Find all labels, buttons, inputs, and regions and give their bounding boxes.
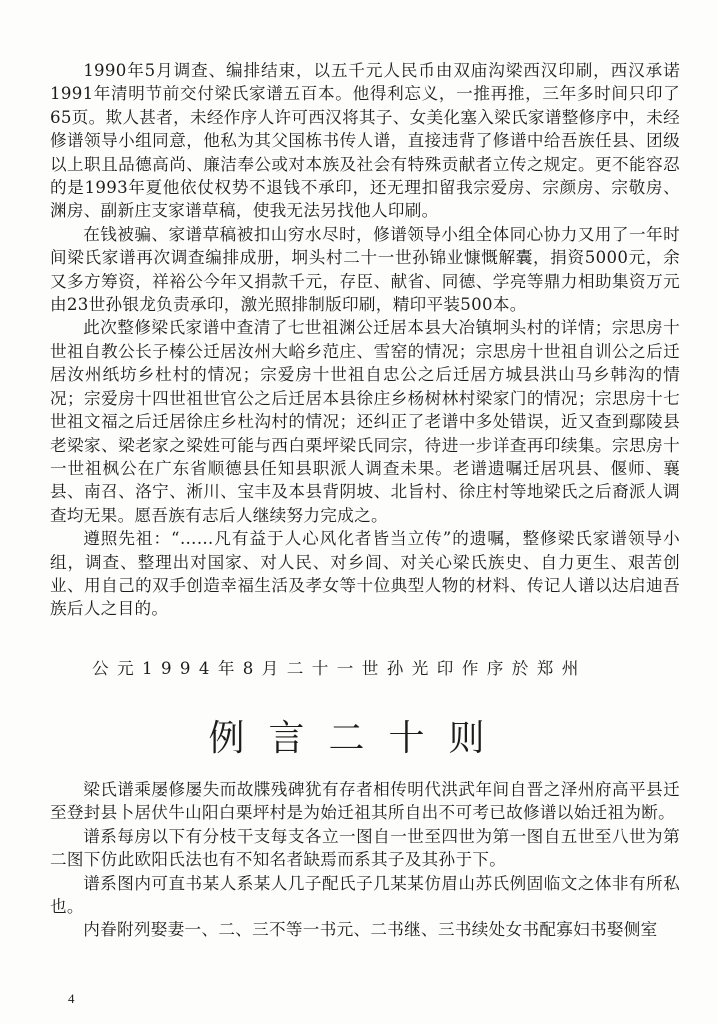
rule-paragraph-3: 谱系图内可直书某人系某人几子配氏子几某某仿眉山苏氏例固临文之体非有所私也。: [50, 873, 680, 917]
preface-signature: 公元1994年8月二十一世孙光印作序於郑州: [92, 659, 587, 678]
preface-paragraph-3: 此次整修梁氏家谱中查清了七世祖渊公迁居本县大冶镇坰头村的详情；宗思房十世祖自教公长子榛公迁居汝州大峪乡范庄、雪窑的情况；宗思房十世祖自训公之后迁居汝州纸坊乡杜村的情况；宗爱房十世祖自忠公之后迁居方城县洪山马乡韩沟的情况；宗爱房十四世祖世官公之后迁居本县徐庄乡杨树林村梁家门的情况；宗思房十七世祖文福之后迁居徐庄乡杜沟村的情况；还纠正了老谱中多处错误，近又查到鄢陵县老梁家、梁老家之梁姓可能与西白栗坪梁氏同宗，待进一步详查再印续集。宗思房十一世祖枫公在广东省顺德县任知县职派人调查未果。老谱遗嘱迁居巩县、偃师、襄县、南召、洛宁、淅川、宝丰及本县背阴坡、北旨村、徐庄村等地梁氏之后裔派人调查均无果。愿吾族有志后人继续努力完成之。: [50, 318, 680, 525]
preface-paragraph-4: 遵照先祖：“……凡有益于人心风化者皆当立传”的遗嘱，整修梁氏家谱领导小组，调查、整理出对国家、对人民、对乡闾、对关心梁氏族史、自力更生、艰苦创业、用自己的双手创造幸福生活及孝女等十位典型人物的材料、传记人谱以达启迪吾族后人之目的。: [50, 529, 680, 619]
preface-paragraph-1: 1990年5月调查、编排结束，以五千元人民币由双庙沟梁西汉印刷，西汉承诺1991年清明节前交付梁氏家谱五百本。他得利忘义，一推再推，三年多时间只印了65页。欺人甚者，未经作序人许可西汉将其子、女美化塞入梁氏家谱整修序中，未经修谱领导小组同意，他私为其父国栋书传人谱，直接违背了修谱中给吾族任县、团级以上职且品德高尚、廉洁奉公或对本族及社会有特殊贡献者立传之规定。更不能容忍的是1993年夏他依仗权势不退钱不承印，还无理扣留我宗爱房、宗颜房、宗敬房、渊房、副新庄支家谱草稿，使我无法另找他人印刷。: [50, 61, 680, 221]
rule-paragraph-1: 梁氏谱乘屡修屡失而故牒残碑犹有存者相传明代洪武年间自晋之泽州府高平县迁至登封县卜居伏牛山阳白栗坪村是为始迁祖其所自出不可考已故修谱以始迁祖为断。: [50, 780, 680, 823]
preface-text: [50, 59, 680, 621]
preface-paragraph-2: 在钱被骗、家谱草稿被扣山穷水尽时，修谱领导小组全体同心协力又用了一年时间梁氏家谱再次调查编排成册，坰头村二十一世孙锦业慷慨解囊，捐资5000元，余又多方筹资，祥裕公今年又捐款千元，存臣、献省、同德、学亮等鼎力相助集资万元由23世孙银龙负责承印，激光照排制版印刷，精印平装500本。: [50, 224, 680, 315]
page-number: 4: [68, 991, 75, 1006]
rule-paragraph-2: 谱系每房以下有分枝干支每支各立一图自一世至四世为第一图自五世至八世为第二图下仿此欧阳氏法也有不知名者缺焉而系其子及其孙于下。: [50, 826, 680, 870]
section-text: [50, 778, 680, 942]
rule-paragraph-4: 内眷附列娶妻一、二、三不等一书元、二书继、三书续处女书配寡妇书娶侧室: [83, 920, 658, 940]
section-title: 例言二十则: [208, 718, 509, 759]
